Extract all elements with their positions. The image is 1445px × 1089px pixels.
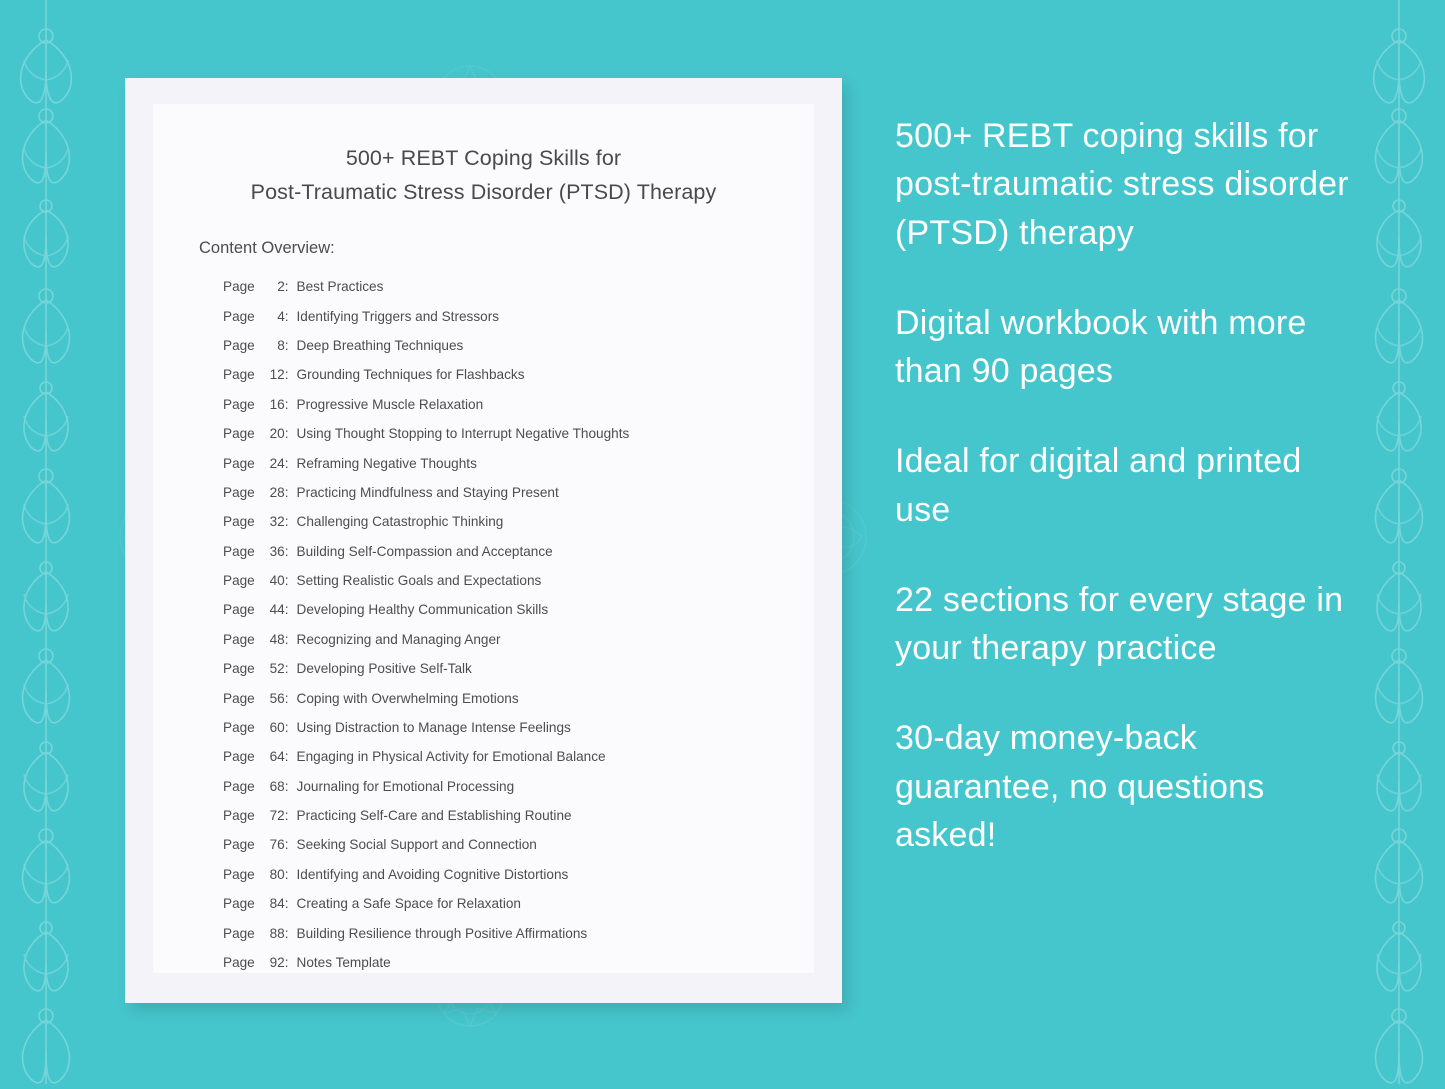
toc-page-number: 48 xyxy=(269,631,285,647)
toc-entry xyxy=(223,301,814,330)
toc-entry-title: Recognizing and Managing Anger xyxy=(296,631,501,647)
toc-entry-title: Progressive Muscle Relaxation xyxy=(296,396,484,412)
toc-page-number: 84 xyxy=(269,896,285,912)
toc-entry xyxy=(223,448,814,477)
toc-entry xyxy=(223,536,814,565)
toc-page-number: 4 xyxy=(277,308,285,324)
toc-separator: : xyxy=(284,543,289,559)
page-title-line-2: Post-Traumatic Stress Disorder (PTSD) Therapy xyxy=(250,179,717,204)
toc-page-word: Page xyxy=(223,719,255,735)
toc-entry xyxy=(223,742,814,771)
toc-page-word: Page xyxy=(223,455,255,471)
toc-separator: : xyxy=(284,925,289,941)
page-title xyxy=(153,142,814,209)
toc-separator: : xyxy=(284,661,289,677)
toc-page-word: Page xyxy=(223,866,255,882)
toc-page-word: Page xyxy=(223,661,255,677)
toc-page-number: 16 xyxy=(269,396,285,412)
promo-item: Ideal for digital and printed use xyxy=(895,442,1302,529)
toc-page-number: 60 xyxy=(269,719,285,735)
toc-page-number: 32 xyxy=(269,514,285,530)
toc-page-number: 44 xyxy=(269,602,285,618)
toc-separator: : xyxy=(284,896,289,912)
document-page xyxy=(153,104,814,973)
promo-item: Digital workbook with more than 90 pages xyxy=(895,303,1307,391)
toc-page-word: Page xyxy=(223,543,255,559)
toc-entry-title: Practicing Self-Care and Establishing Routine xyxy=(296,808,572,823)
toc-separator: : xyxy=(284,367,289,383)
toc-entry-title: Coping with Overwhelming Emotions xyxy=(296,690,519,706)
toc-entry-title: Building Self-Compassion and Acceptance xyxy=(296,543,553,559)
toc-separator: : xyxy=(284,279,289,295)
toc-page-number: 24 xyxy=(269,455,285,471)
table-of-contents xyxy=(223,272,814,973)
toc-separator: : xyxy=(284,396,289,412)
promo-column xyxy=(895,112,1365,859)
toc-entry-title: Notes Template xyxy=(296,954,391,970)
toc-entry-title: Journaling for Emotional Processing xyxy=(296,778,515,794)
toc-separator: : xyxy=(284,719,289,735)
toc-entry xyxy=(223,830,814,859)
toc-separator: : xyxy=(284,573,289,588)
toc-entry-title: Creating a Safe Space for Relaxation xyxy=(296,896,521,912)
toc-entry xyxy=(223,771,814,800)
floral-border-right-icon xyxy=(1353,0,1445,1084)
toc-page-number: 92 xyxy=(269,954,285,970)
toc-page-word: Page xyxy=(223,690,255,706)
toc-page-word: Page xyxy=(223,749,255,765)
toc-entry-title: Engaging in Physical Activity for Emotional Balance xyxy=(296,749,606,765)
toc-separator: : xyxy=(284,808,289,823)
toc-entry xyxy=(223,801,814,830)
toc-page-word: Page xyxy=(223,308,255,324)
promo-item: 22 sections for every stage in your therapy practice xyxy=(895,580,1344,668)
toc-entry-title: Identifying Triggers and Stressors xyxy=(296,308,500,324)
toc-page-word: Page xyxy=(223,338,255,353)
toc-page-number: 76 xyxy=(269,837,285,853)
toc-page-word: Page xyxy=(223,279,255,295)
toc-separator: : xyxy=(284,690,289,706)
toc-page-number: 2 xyxy=(277,279,285,295)
content-overview-label: Content Overview: xyxy=(199,239,335,258)
toc-separator: : xyxy=(284,866,289,882)
toc-separator: : xyxy=(284,602,289,618)
toc-page-number: 36 xyxy=(269,543,285,559)
toc-separator: : xyxy=(284,514,289,530)
toc-entry-title: Identifying and Avoiding Cognitive Distortions xyxy=(296,866,569,882)
toc-entry xyxy=(223,478,814,507)
toc-page-number: 80 xyxy=(269,866,285,882)
toc-page-word: Page xyxy=(223,514,255,530)
toc-separator: : xyxy=(284,837,289,853)
toc-entry xyxy=(223,683,814,712)
toc-page-number: 52 xyxy=(269,661,285,677)
toc-entry-title: Grounding Techniques for Flashbacks xyxy=(296,367,525,383)
toc-page-word: Page xyxy=(223,396,255,412)
toc-page-word: Page xyxy=(223,954,255,970)
toc-page-number: 28 xyxy=(269,484,285,500)
toc-entry xyxy=(223,272,814,301)
toc-separator: : xyxy=(284,338,289,353)
toc-entry-title: Developing Healthy Communication Skills xyxy=(296,602,549,618)
toc-page-word: Page xyxy=(223,925,255,941)
toc-entry xyxy=(223,331,814,360)
toc-entry xyxy=(223,889,814,918)
toc-page-word: Page xyxy=(223,367,255,383)
toc-page-word: Page xyxy=(223,426,255,442)
toc-separator: : xyxy=(284,308,289,324)
floral-border-left-icon xyxy=(0,0,92,1084)
toc-page-word: Page xyxy=(223,808,255,823)
toc-entry xyxy=(223,507,814,536)
toc-entry-title: Setting Realistic Goals and Expectations xyxy=(296,573,542,588)
toc-page-number: 56 xyxy=(269,690,285,706)
toc-separator: : xyxy=(284,455,289,471)
toc-page-word: Page xyxy=(223,896,255,912)
toc-entry-title: Using Thought Stopping to Interrupt Negative Thoughts xyxy=(296,426,630,442)
toc-page-number: 8 xyxy=(277,338,285,353)
toc-entry-title: Best Practices xyxy=(296,279,384,295)
toc-entry xyxy=(223,419,814,448)
document-preview-card xyxy=(125,78,842,1003)
toc-page-number: 72 xyxy=(269,808,285,823)
toc-page-word: Page xyxy=(223,837,255,853)
toc-entry-title: Using Distraction to Manage Intense Feelings xyxy=(296,719,571,735)
toc-entry xyxy=(223,595,814,624)
toc-separator: : xyxy=(284,631,289,647)
toc-entry-title: Challenging Catastrophic Thinking xyxy=(296,514,504,530)
toc-entry xyxy=(223,713,814,742)
toc-page-number: 64 xyxy=(269,749,285,765)
toc-entry xyxy=(223,566,814,595)
toc-separator: : xyxy=(284,426,289,442)
toc-page-number: 68 xyxy=(269,778,285,794)
toc-entry-title: Practicing Mindfulness and Staying Present xyxy=(296,484,559,500)
toc-page-number: 88 xyxy=(269,925,285,941)
toc-page-word: Page xyxy=(223,778,255,794)
toc-entry-title: Reframing Negative Thoughts xyxy=(296,455,477,471)
toc-separator: : xyxy=(284,778,289,794)
toc-page-word: Page xyxy=(223,602,255,618)
toc-entry xyxy=(223,860,814,889)
toc-page-number: 20 xyxy=(269,426,285,442)
toc-entry-title: Deep Breathing Techniques xyxy=(296,338,464,353)
toc-entry xyxy=(223,918,814,947)
promo-item: 500+ REBT coping skills for post-traumatic stress disorder (PTSD) therapy xyxy=(895,117,1349,252)
toc-entry xyxy=(223,390,814,419)
toc-separator: : xyxy=(284,749,289,765)
toc-entry xyxy=(223,654,814,683)
page-title-line-1: 500+ REBT Coping Skills for xyxy=(345,146,622,170)
toc-entry-title: Seeking Social Support and Connection xyxy=(296,837,537,853)
toc-separator: : xyxy=(284,484,289,500)
toc-separator: : xyxy=(284,954,289,970)
toc-entry xyxy=(223,948,814,973)
toc-page-word: Page xyxy=(223,484,255,500)
toc-page-word: Page xyxy=(223,631,255,647)
toc-page-number: 40 xyxy=(269,573,285,588)
toc-page-number: 12 xyxy=(269,367,285,383)
promo-item: 30-day money-back guarantee, no questions asked! xyxy=(895,719,1265,854)
toc-entry xyxy=(223,360,814,389)
toc-entry-title: Developing Positive Self-Talk xyxy=(296,661,472,677)
toc-entry xyxy=(223,625,814,654)
toc-page-word: Page xyxy=(223,573,255,588)
toc-entry-title: Building Resilience through Positive Affirmations xyxy=(296,925,588,941)
